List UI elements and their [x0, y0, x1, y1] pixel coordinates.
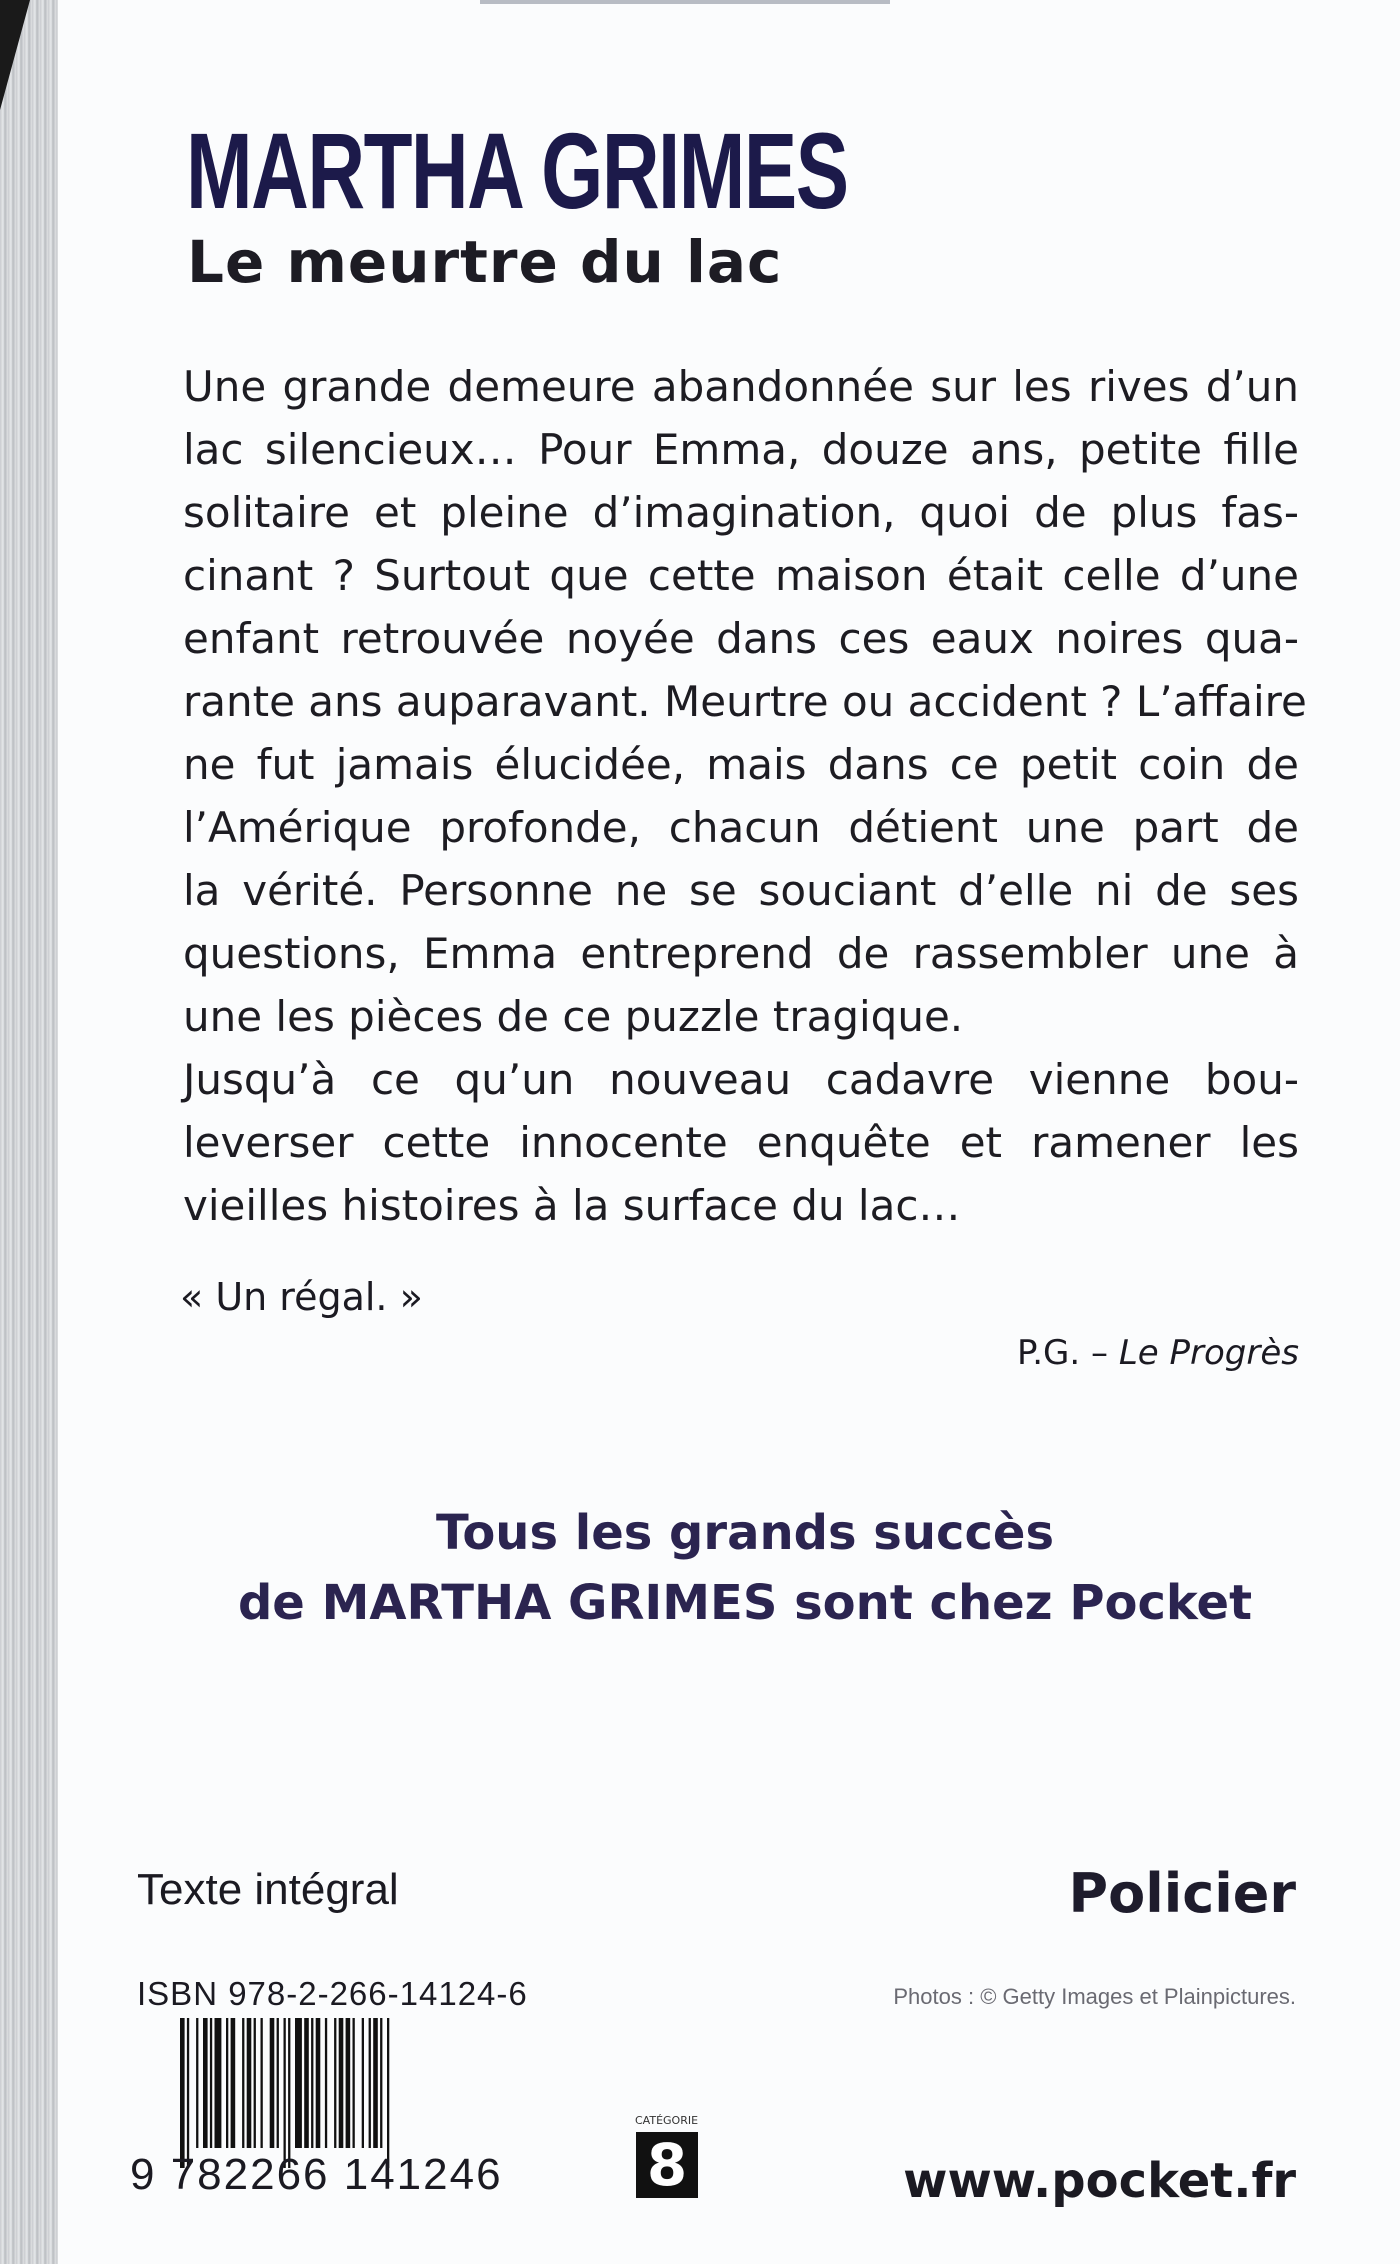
- category-badge: 8: [636, 2132, 698, 2198]
- blurb-line: la vérité. Personne ne se souciant d’elle ni de ses: [183, 866, 1299, 915]
- background-corner: [0, 0, 30, 110]
- barcode-bar: [369, 2018, 371, 2148]
- blurb-line: solitaire et pleine d’imagination, quoi de plus fas-: [183, 488, 1299, 537]
- blurb-line: questions, Emma entreprend de rassembler une à: [183, 929, 1299, 978]
- barcode-bar: [215, 2018, 222, 2148]
- barcode-bar: [325, 2018, 327, 2148]
- barcode-bar: [187, 2018, 189, 2168]
- barcode-bar: [288, 2018, 290, 2168]
- review-attribution: [1017, 1333, 1299, 1373]
- barcode-bar: [180, 2018, 185, 2168]
- barcode-bar: [247, 2018, 252, 2148]
- blurb-line: ne fut jamais élucidée, mais dans ce petit coin de: [183, 740, 1299, 789]
- photo-credit: Photos : © Getty Images et Plainpictures.: [893, 1984, 1296, 2009]
- author-name: MARTHA GRIMES: [186, 110, 848, 231]
- barcode-bar: [295, 2018, 302, 2148]
- barcode-bar: [261, 2018, 263, 2148]
- blurb-line: cinant ? Surtout que cette maison était celle d’une: [183, 551, 1299, 600]
- barcode-bar: [316, 2018, 321, 2148]
- barcode-bar: [334, 2018, 336, 2148]
- review-publication: Le Progrès: [1118, 1333, 1299, 1373]
- barcode-bar: [210, 2018, 212, 2148]
- barcode-bar: [380, 2018, 382, 2148]
- promo-line-2: de MARTHA GRIMES sont chez Pocket: [237, 1575, 1253, 1631]
- blurb-line: Jusqu’à ce qu’un nouveau cadavre vienne bou-: [183, 1055, 1299, 1104]
- genre-label: Policier: [1068, 1862, 1296, 1925]
- barcode-bar: [203, 2018, 208, 2148]
- barcode-bar: [226, 2018, 228, 2148]
- promo-line-1: Tous les grands succès: [435, 1505, 1055, 1561]
- blurb-line: Une grande demeure abandonnée sur les rives d’un: [183, 362, 1299, 411]
- barcode-bar: [254, 2018, 256, 2148]
- barcode-bar: [339, 2018, 344, 2148]
- barcode-bar: [311, 2018, 313, 2148]
- texte-integral-label: Texte intégral: [137, 1865, 399, 1914]
- isbn: ISBN 978-2-266-14124-6: [137, 1975, 528, 2012]
- barcode-bar: [270, 2018, 275, 2148]
- blurb-line: lac silencieux… Pour Emma, douze ans, petite fille: [183, 425, 1299, 474]
- blurb: [183, 355, 1307, 1237]
- category-label: CATÉGORIE: [635, 2114, 699, 2127]
- blurb-line: rante ans auparavant. Meurtre ou accident ? L’affaire: [183, 677, 1307, 726]
- review-quote: « Un régal. »: [180, 1275, 423, 1319]
- barcode-bar: [362, 2018, 364, 2148]
- barcode-digits: 9 782266 141246: [130, 2150, 503, 2199]
- barcode-bar: [373, 2018, 378, 2148]
- website-link[interactable]: www.pocket.fr: [903, 2153, 1296, 2209]
- barcode-bar: [196, 2018, 198, 2148]
- blurb-line: enfant retrouvée noyée dans ces eaux noires qua-: [183, 614, 1299, 663]
- blurb-line: leverser cette innocente enquête et ramener les: [183, 1118, 1299, 1167]
- review-author: P.G. –: [1017, 1333, 1119, 1373]
- barcode-bar: [231, 2018, 236, 2148]
- barcode-bar: [242, 2018, 244, 2148]
- barcode-bar: [346, 2018, 351, 2148]
- blurb-line: l’Amérique profonde, chacun détient une part de: [183, 803, 1299, 852]
- top-edge-mark: [480, 0, 890, 4]
- barcode-bar: [353, 2018, 355, 2148]
- page-edges: [0, 0, 58, 2264]
- barcode: [170, 2018, 540, 2168]
- barcode-bar: [304, 2018, 309, 2148]
- book-title: Le meurtre du lac: [187, 228, 783, 296]
- barcode-bar: [277, 2018, 279, 2148]
- blurb-line: vieilles histoires à la surface du lac…: [183, 1181, 961, 1230]
- blurb-line: une les pièces de ce puzzle tragique.: [183, 992, 964, 1041]
- barcode-bar: [387, 2018, 389, 2168]
- barcode-bar: [284, 2018, 286, 2168]
